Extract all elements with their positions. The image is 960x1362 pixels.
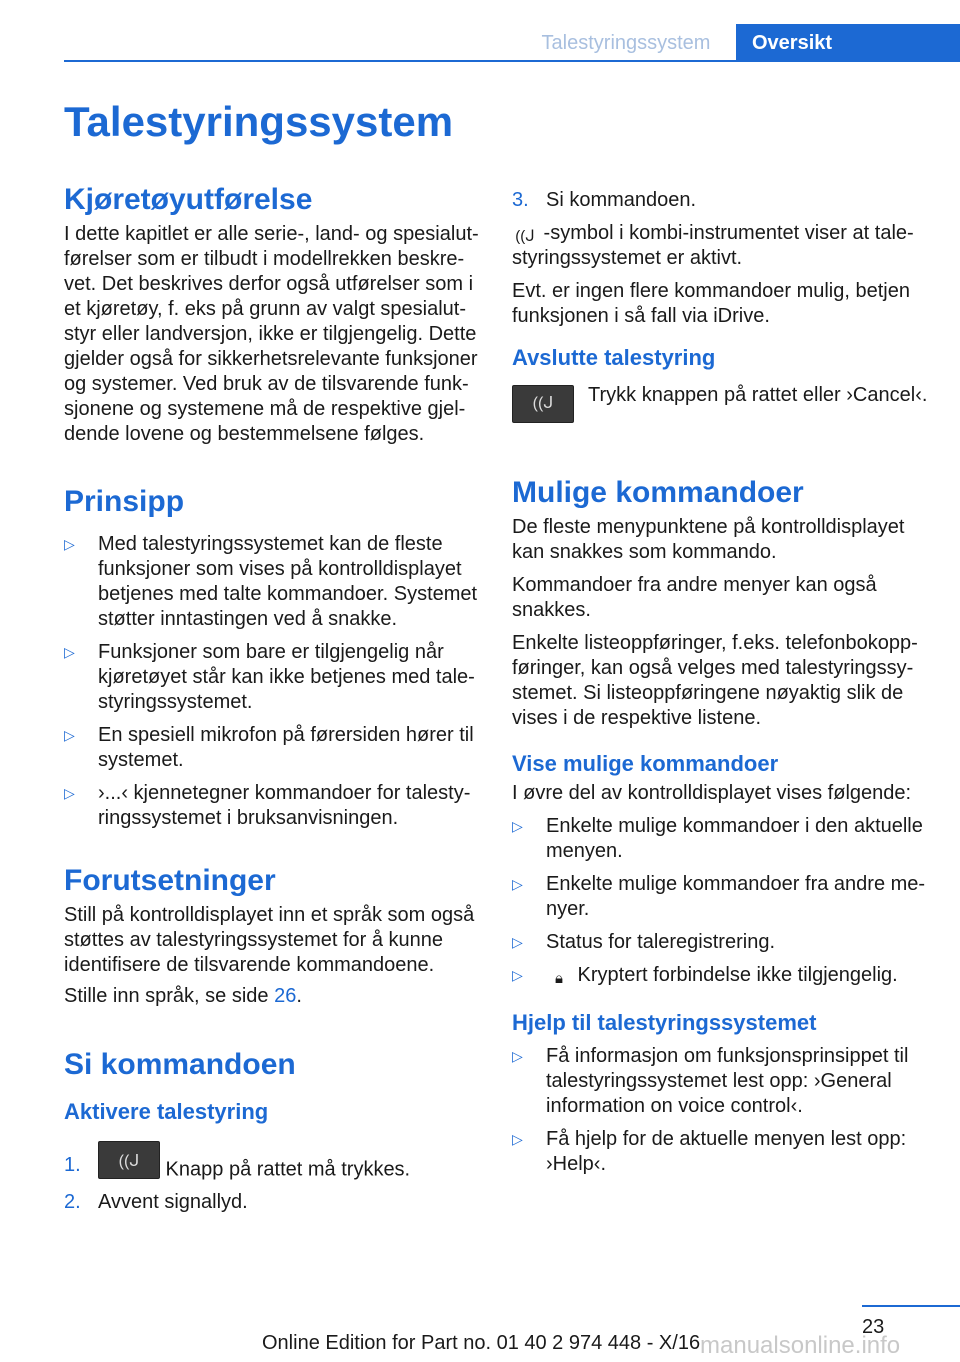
triangle-right-icon: ▷ xyxy=(64,536,75,552)
header-section-title: Talestyringssystem xyxy=(541,32,711,54)
heading-vise-mulige-kommandoer: Vise mulige kommandoer xyxy=(512,751,779,776)
aktivere-steps xyxy=(64,1141,480,1215)
list-item: ▷ Funksjoner som bare er tilgjengelig når kjøretøyet står kan ikke betjenes med talestyringssystemet. xyxy=(64,641,475,713)
idrive-note: Evt. er ingen flere kommandoer mulig, betjen funksjonen i så fall via iDrive. xyxy=(512,280,910,327)
heading-avslutte-talestyring: Avslutte talestyring xyxy=(512,345,716,370)
list-item: ▷ 🔒︎ Kryptert forbindelse ikke tilgjengelig. xyxy=(512,964,898,987)
voice-symbol-text: ((ᒍ -symbol i kombi-instrumentet viser at talestyringssystemet er aktivt. xyxy=(512,222,914,269)
heading-hjelp-til-talestyringssystemet: Hjelp til talestyringssystemet xyxy=(512,1010,817,1035)
step-3-list xyxy=(512,188,928,213)
triangle-right-icon: ▷ xyxy=(512,1048,523,1064)
list-item: ▷ Få informasjon om funksjonsprinsippet til talestyringssystemet lest opp: ›General information on voice control‹. xyxy=(512,1045,909,1117)
mulige-p3: Enkelte listeoppføringer, f.eks. telefonbokoppføringer, kan også velges med talestyringssystemet. Si listeoppføringene nøyaktig slik de vises i de respektive listene. xyxy=(512,632,918,729)
heading-si-kommandoen: Si kommandoen xyxy=(64,1048,296,1081)
forutsetninger-text: Still på kontrolldisplayet inn et språk som også støttes av talestyringssystemet for å kunne identifisere de tilsvarende kommandoene. xyxy=(64,904,475,976)
list-item: ▷ Status for taleregistrering. xyxy=(512,931,775,953)
footer-edition: Online Edition for Part no. 01 40 2 974 448 - X/16 xyxy=(262,1332,701,1354)
voice-control-button-icon: ((ᒍ xyxy=(512,385,574,423)
heading-prinsipp: Prinsipp xyxy=(64,485,185,518)
list-item: 2. Avvent signallyd. xyxy=(64,1191,248,1214)
avslutte-text: Trykk knappen på rattet eller ›Cancel‹. xyxy=(588,384,928,406)
list-item: ▷ Få hjelp for de aktuelle menyen lest opp: ›Help‹. xyxy=(512,1128,907,1175)
header-divider xyxy=(64,60,960,62)
heading-kjoretoyutforelse: Kjøretøyutførelse xyxy=(64,183,313,216)
triangle-right-icon: ▷ xyxy=(512,967,523,983)
triangle-right-icon: ▷ xyxy=(64,644,75,660)
list-item: 3. Si kommandoen. xyxy=(512,189,697,211)
footer-divider xyxy=(862,1305,960,1307)
hjelp-list xyxy=(512,1044,928,1177)
right-column xyxy=(512,188,928,1177)
voice-control-button-icon: ((ᒍ xyxy=(98,1141,160,1179)
voice-symbol-icon: ((ᒍ xyxy=(515,227,535,245)
triangle-right-icon: ▷ xyxy=(512,1131,523,1147)
mulige-p1: De fleste menypunktene på kontrolldisplayet kan snakkes som kommando. xyxy=(512,516,905,563)
triangle-right-icon: ▷ xyxy=(64,785,75,801)
header-tab-oversikt: Oversikt xyxy=(736,24,960,62)
vise-list xyxy=(512,814,928,988)
heading-aktivere-talestyring: Aktivere talestyring xyxy=(64,1099,269,1124)
page-number: 23 xyxy=(862,1316,885,1338)
triangle-right-icon: ▷ xyxy=(64,727,75,743)
list-item: 1. ((ᒍ Knapp på rattet må trykkes. xyxy=(64,1141,480,1182)
page-title: Talestyringssystem xyxy=(64,98,454,145)
avslutte-row xyxy=(512,383,928,427)
heading-forutsetninger: Forutsetninger xyxy=(64,864,276,897)
list-item: ▷ ›...‹ kjennetegner kommandoer for talestyringssystemet i bruksanvisningen. xyxy=(64,782,471,829)
heading-mulige-kommandoer: Mulige kommandoer xyxy=(512,476,804,509)
list-item: ▷ En spesiell mikrofon på førersiden hører til systemet. xyxy=(64,724,474,771)
triangle-right-icon: ▷ xyxy=(512,934,523,950)
triangle-right-icon: ▷ xyxy=(512,818,523,834)
vise-intro: I øvre del av kontrolldisplayet vises følgende: xyxy=(512,782,912,804)
lock-icon: 🔒︎ xyxy=(555,969,563,987)
page-link-26[interactable]: 26 xyxy=(274,985,297,1007)
prinsipp-list xyxy=(64,532,480,831)
forutsetninger-see-page: Stille inn språk, se side 26. xyxy=(64,985,302,1007)
triangle-right-icon: ▷ xyxy=(512,876,523,892)
mulige-p2: Kommandoer fra andre menyer kan også snakkes. xyxy=(512,574,877,621)
list-item: ▷ Enkelte mulige kommandoer i den aktuelle menyen. xyxy=(512,815,923,862)
kjoretoy-text: I dette kapitlet er alle serie-, land- og spesialutførelser som er tilbudt i modellrekken beskrevet. Det beskrives derfor også utførelser som i et kjøretøy, f. eks på grunn av valgt spesialutstyr eller landversjon, ikke er tilgjengelig. Dette gjelder også for sikkerhetsrelevante funksjoner og systemer. Ved bruk av de tilsvarende funksjonene og systemene må de respektive gjeldende lovene og bestemmelsene følges. xyxy=(64,223,479,445)
watermark: manualsonline.info xyxy=(700,1332,901,1359)
list-item: ▷ Med talestyringssystemet kan de fleste funksjoner som vises på kontrolldisplayet betjenes med talte kommandoer. Systemet støtter inntastingen ved å snakke. xyxy=(64,533,478,630)
left-column xyxy=(64,180,480,1215)
list-item: ▷ Enkelte mulige kommandoer fra andre menyer. xyxy=(512,873,926,920)
